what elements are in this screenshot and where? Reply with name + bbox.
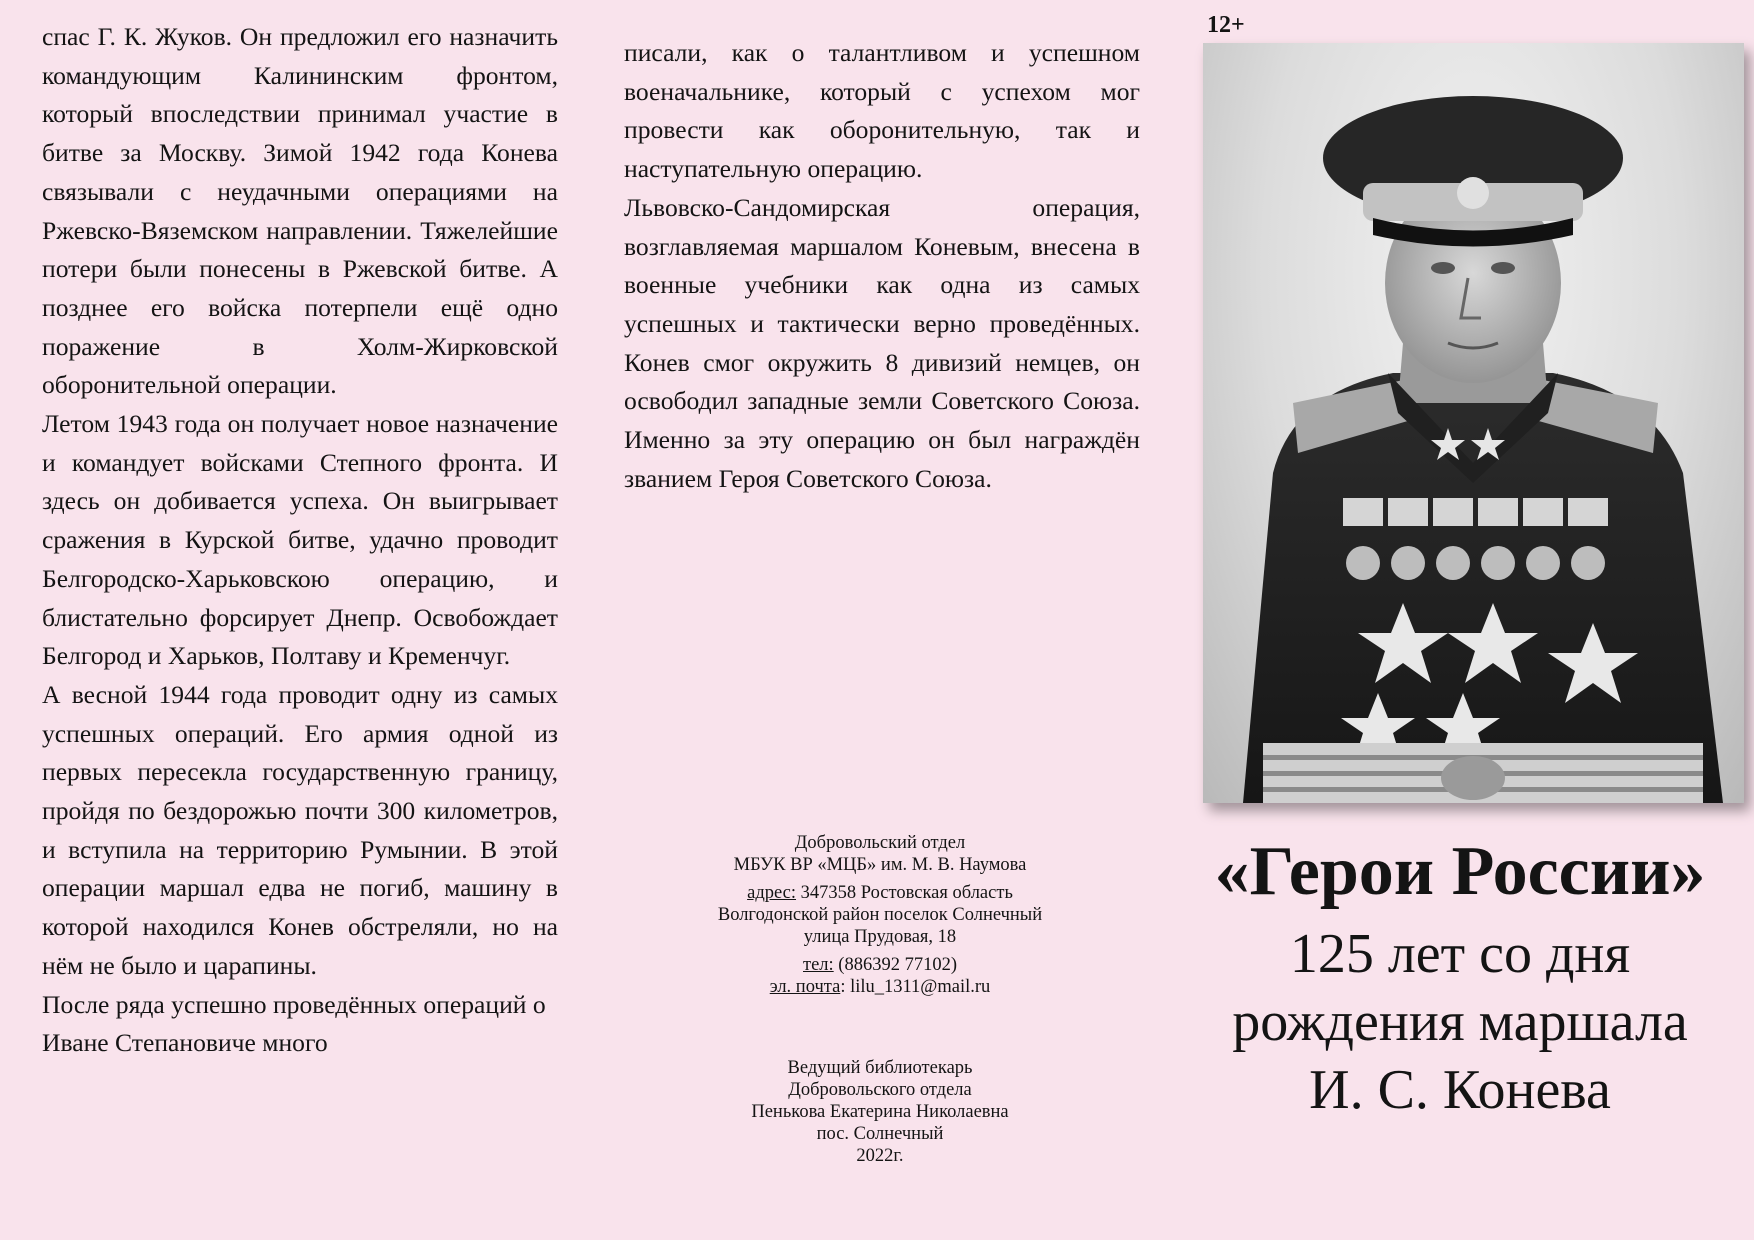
email-value: : lilu_1311@mail.ru (840, 977, 991, 997)
signature-block (660, 1057, 1100, 1167)
paragraph-middle-1: писали, как о талантливом и успешном военачальнике, который с успехом мог провести как оборонительную, так и наступательную операцию. (624, 38, 1140, 184)
address-line-1 (660, 882, 1100, 904)
phone-line (660, 954, 1100, 976)
subtitle-line-2: рождения маршала (1232, 991, 1688, 1053)
signature-line-5: 2022г. (856, 1146, 904, 1166)
org-line-2: МБУК ВР «МЦБ» им. М. В. Наумова (733, 855, 1027, 875)
text-column-left (42, 18, 558, 1063)
email-label: эл. почта (769, 977, 841, 997)
marshal-portrait-photo (1203, 43, 1744, 803)
age-rating-badge: 12+ (1207, 12, 1245, 38)
paragraph-left-2: Летом 1943 года он получает новое назначение и командует войсками Степного фронта. И здесь он добивается успеха. Он выигрывает сражения в Курской битве, удачно проводит Белгородско-Харьковскою операцию, и блистательно форсирует Днепр. Освобождает Белгород и Харьков, Полтаву и Кременчуг. (42, 409, 558, 671)
subtitle-line-3: И. С. Конева (1309, 1059, 1611, 1121)
brochure-subtitle (1170, 920, 1750, 1124)
address-label: адрес: (747, 883, 797, 903)
paragraph-left-1: спас Г. К. Жуков. Он предложил его назначить командующим Калининским фронтом, который впоследствии принимал участие в битве за Москву. Зимой 1942 года Конева связывали с неудачными операциями на Ржевско-Вяземском направлении. Тяжелейшие потери были понесены в Ржевской битве. А позднее его войска потерпели ещё одно поражение в Холм-Жирковской оборонительной операции. (42, 22, 558, 400)
signature-line-3: Пенькова Екатерина Николаевна (751, 1102, 1009, 1122)
paragraph-left-3: А весной 1944 года проводит одну из самых успешных операций. Его армия одной из первых пересекла государственную границу, пройдя по бездорожью почти 300 километров, и вступила на территорию Румынии. В этой операции маршал едва не погиб, машину в которой находился Конев обстреляли, но на нём не было и царапины. (42, 679, 558, 980)
phone-value: (886392 77102) (833, 955, 957, 975)
signature-line-1: Ведущий библиотекарь (787, 1058, 973, 1078)
address-line-2: Волгодонской район поселок Солнечный (717, 905, 1043, 925)
address-line-3: улица Прудовая, 18 (803, 927, 957, 947)
signature-line-4: пос. Солнечный (816, 1124, 944, 1144)
email-line (660, 976, 1100, 998)
paragraph-middle-2: Львовско-Сандомирская операция, возглавляемая маршалом Коневым, внесена в военные учебники как одна из самых успешных и тактически верно проведённых. Конев смог окружить 8 дивизий немцев, он освободил западные земли Советского Союза. Именно за эту операцию он был награждён званием Героя Советского Союза. (624, 192, 1140, 493)
org-line-1: Добровольский отдел (794, 833, 966, 853)
signature-line-2: Добровольского отдела (788, 1080, 972, 1100)
phone-label: тел: (803, 955, 834, 975)
paragraph-left-4: После ряда успешно проведённых операций о Иване Степановиче много (42, 989, 546, 1058)
subtitle-line-1: 125 лет со дня (1289, 923, 1631, 985)
contact-block (660, 832, 1100, 998)
brochure-title: «Герои России» (1214, 833, 1706, 910)
address-value: 347358 Ростовская область (796, 883, 1013, 903)
text-column-middle (624, 34, 1140, 498)
